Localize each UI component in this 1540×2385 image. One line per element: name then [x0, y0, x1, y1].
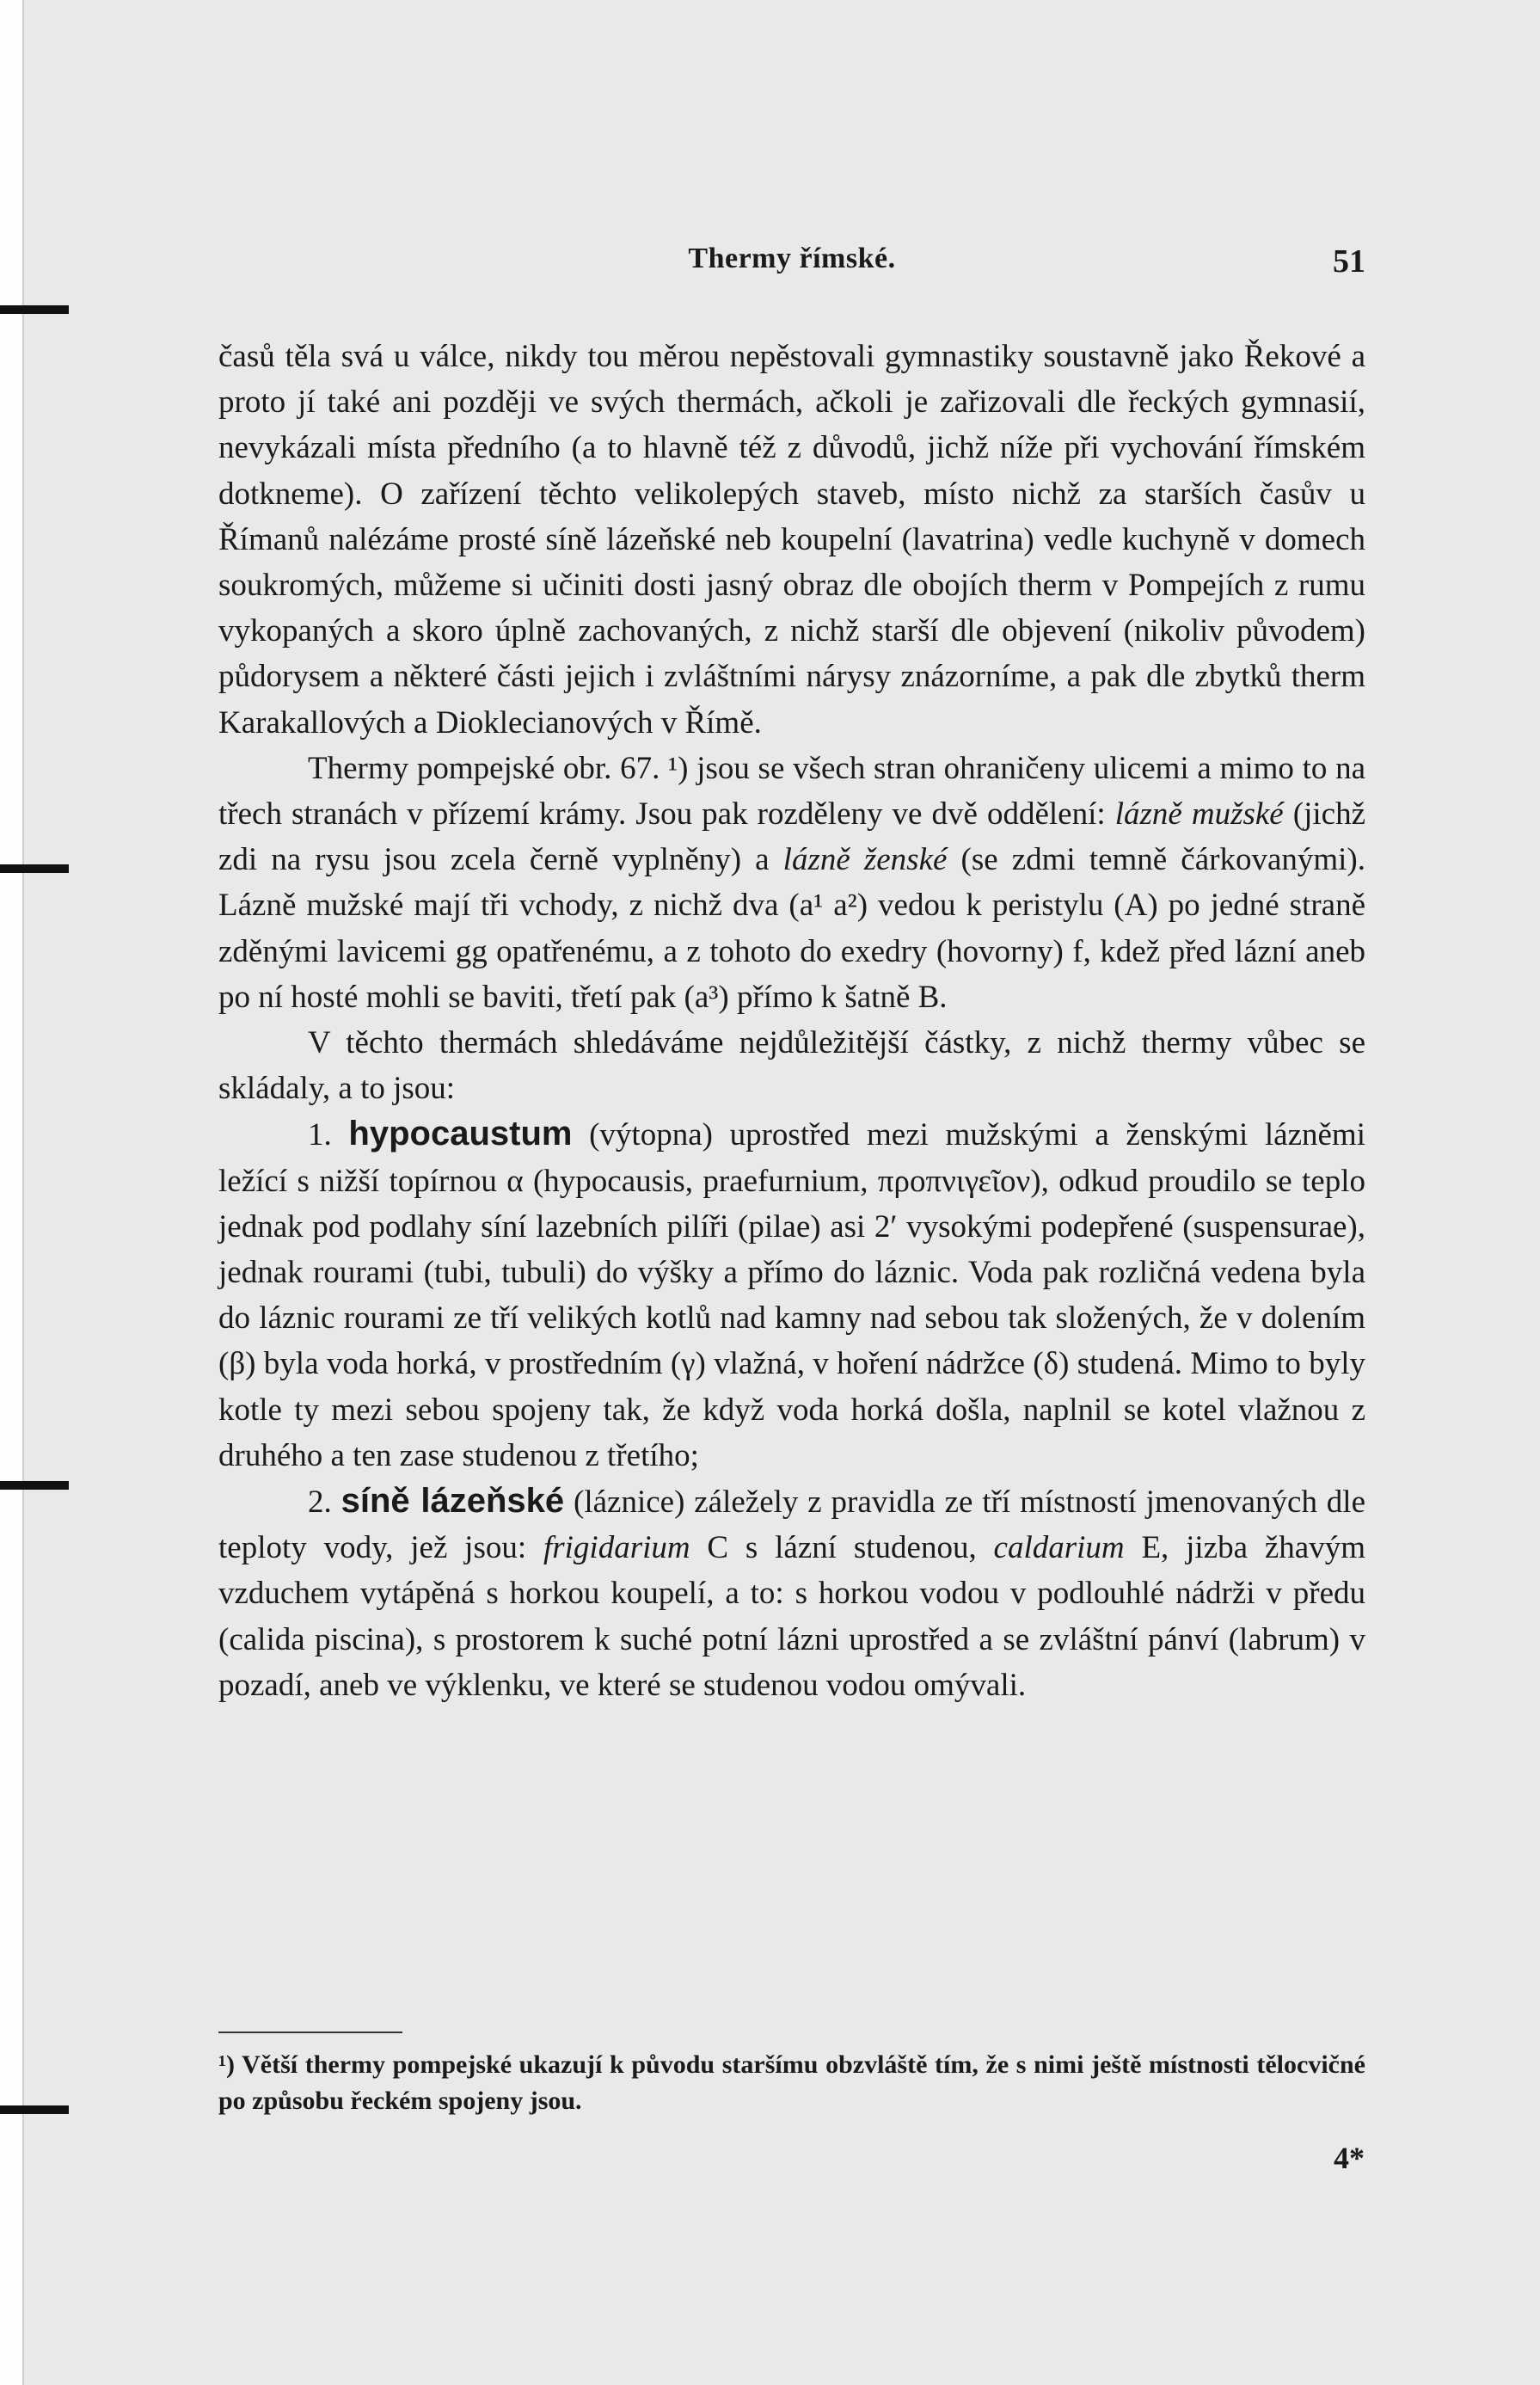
body-text [218, 334, 1365, 1708]
italic-term-frigidarium: frigidarium [543, 1530, 690, 1566]
signature-mark: 4* [1334, 2141, 1365, 2175]
bold-term-bath-halls: síně lázeňské [341, 1482, 565, 1521]
list-item-bath-halls [218, 1478, 1365, 1708]
paragraph-text: Thermy pompejské obr. 67. ¹) jsou se všech stran ohraničeny ulicemi a mimo to na třech stranách v přízemí krámy. Jsou pak rozděleny ve dvě oddělení: [218, 750, 1365, 833]
italic-term-caldarium: caldarium [993, 1530, 1125, 1566]
paragraph-text: (výtopna) uprostřed mezi mužskými a ženskými lázněmi ležící s nižší topírnou α (hypocausis, praefurnium, προπνιγεῖον), odkud proudilo se teplo jednak pod podlahy síní lazebních pilíři (pilae) asi 2′ vysokými podepřené (suspensurae), jednak rourami (tubi, tubuli) do výšky a přímo do láznic. Voda pak rozličná vedena byla do láznic rourami ze tří velikých kotlů nad kamny nad sebou tak složených, že v dolením (β) byla voda horká, v prostředním (γ) vlažná, v hoření nádržce (δ) studená. Mimo to byly kotle ty mezi sebou spojeny tak, že když voda horká došla, naplnil se kotel vlažnou z druhého a ten zase studenou z třetího; [218, 1117, 1365, 1473]
index-tab-mark [0, 305, 69, 314]
index-tab-mark [0, 2105, 69, 2114]
paragraph-continuation: časů těla svá u válce, nikdy tou měrou nepěstovali gymnastiky soustavně jako Řekové a proto jí také ani později ve svých thermách, ačkoli je zařizovali dle řeckých gymnasií, nevykázali místa předního (a to hlavně též z důvodů, jichž níže při vychování římském dotkneme). O zařízení těchto velikolepých staveb, místo nichž za starších časův u Římanů nalézáme prosté síně lázeňské neb koupelní (lavatrina) vedle kuchyně v domech soukromých, můžeme si učiniti dosti jasný obraz dle obojích therm v Pompejích z rumu vykopaných a skoro úplně zachovaných, z nichž starší dle objevení (nikoliv původem) půdorysem a některé části jejich i zvláštními nárysy znázorníme, a pak dle zbytků therm Karakallových a Dioklecianových v Římě. [218, 339, 1365, 741]
italic-term-women-baths: lázně ženské [782, 842, 948, 878]
index-tab-mark [0, 1481, 69, 1490]
list-item-hypocaustum [218, 1111, 1365, 1478]
page-header [218, 243, 1365, 286]
paragraph-text: (se zdmi temně čárkovanými). Lázně mužské mají tři vchody, z nichž dva (a¹ a²) vedou k peristylu (A) po jedné straně zděnými lavicemi gg opatřenému, a z tohoto do exedry (hovorny) f, kdež před lázní aneb po ní hosté mohli se baviti, třetí pak (a³) přímo k šatně B. [218, 842, 1365, 1015]
paragraph-text: C s lázní studenou, [690, 1530, 994, 1566]
footnote: ¹) Větší thermy pompejské ukazují k původu staršímu obzvláště tím, že s nimi ještě místnosti tělocvičné po způsobu řeckém spojeny jsou. [218, 2050, 1365, 2115]
paragraph-text: E, jizba žhavým vzduchem vytápěná s horkou koupelí, a to: s horkou vodou v podlouhlé nádrži v předu (calida piscina), s prostorem k suché potní lázni uprostřed a se zvláštní pánví (labrum) v pozadí, aneb ve výklenku, ve které se studenou vodou omývali. [218, 1530, 1365, 1703]
binding-edge [0, 0, 24, 2385]
bold-term-hypocaustum: hypocaustum [348, 1115, 573, 1153]
running-title: Thermy římské. [688, 243, 896, 274]
list-number: 1. [308, 1117, 332, 1153]
page-number: 51 [1333, 243, 1365, 280]
index-tab-mark [0, 864, 69, 873]
list-number: 2. [308, 1484, 332, 1521]
footnote-divider [218, 2032, 402, 2033]
paragraph-pompeian-thermae [218, 746, 1365, 1020]
italic-term-men-baths: lázně mužské [1114, 796, 1284, 833]
paragraph-text: (jichž zdi na rysu jsou zcela černě vyplněny) a [218, 796, 1365, 878]
paragraph-parts-intro: V těchto thermách shledáváme nejdůležitější částky, z nichž thermy vůbec se skládaly, a to jsou: [218, 1025, 1365, 1107]
paragraph-text: (láznice) záležely z pravidla ze tří místností jmenovaných dle teploty vody, jež jsou: [218, 1484, 1366, 1566]
